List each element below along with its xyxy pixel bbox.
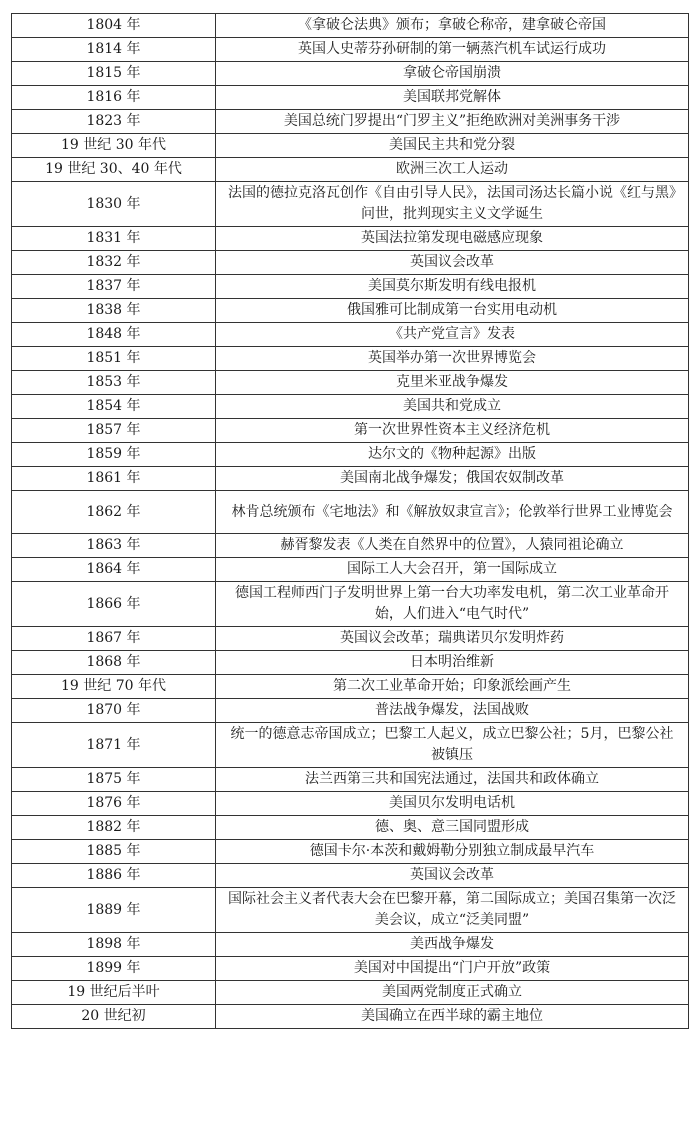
year-cell: 1861 年 xyxy=(12,467,216,491)
year-cell: 1886 年 xyxy=(12,864,216,888)
table-row xyxy=(12,534,689,558)
table-row xyxy=(12,888,689,933)
event-cell: 美国莫尔斯发明有线电报机 xyxy=(216,275,689,299)
year-cell: 19 世纪 70 年代 xyxy=(12,675,216,699)
table-row xyxy=(12,933,689,957)
year-cell: 1871 年 xyxy=(12,723,216,768)
table-row xyxy=(12,816,689,840)
event-cell: 克里米亚战争爆发 xyxy=(216,371,689,395)
year-cell: 1882 年 xyxy=(12,816,216,840)
table-row xyxy=(12,134,689,158)
table-row xyxy=(12,651,689,675)
event-cell: 英国议会改革 xyxy=(216,864,689,888)
table-row xyxy=(12,371,689,395)
table-row xyxy=(12,323,689,347)
event-cell: 英国法拉第发现电磁感应现象 xyxy=(216,227,689,251)
year-cell: 1875 年 xyxy=(12,768,216,792)
event-cell: 美国南北战争爆发；俄国农奴制改革 xyxy=(216,467,689,491)
table-row xyxy=(12,864,689,888)
event-cell: 日本明治维新 xyxy=(216,651,689,675)
event-cell: 美国总统门罗提出“门罗主义”拒绝欧洲对美洲事务干涉 xyxy=(216,110,689,134)
event-cell: 国际工人大会召开，第一国际成立 xyxy=(216,558,689,582)
year-cell: 1868 年 xyxy=(12,651,216,675)
table-row xyxy=(12,723,689,768)
year-cell: 1831 年 xyxy=(12,227,216,251)
table-row xyxy=(12,14,689,38)
year-cell: 19 世纪 30、40 年代 xyxy=(12,158,216,182)
table-row xyxy=(12,227,689,251)
timeline-table xyxy=(11,13,689,1029)
year-cell: 1830 年 xyxy=(12,182,216,227)
table-row xyxy=(12,957,689,981)
event-cell: 美国两党制度正式确立 xyxy=(216,981,689,1005)
year-cell: 1863 年 xyxy=(12,534,216,558)
year-cell: 1804 年 xyxy=(12,14,216,38)
table-row xyxy=(12,299,689,323)
year-cell: 1889 年 xyxy=(12,888,216,933)
table-row xyxy=(12,38,689,62)
year-cell: 1814 年 xyxy=(12,38,216,62)
year-cell: 1864 年 xyxy=(12,558,216,582)
table-row xyxy=(12,62,689,86)
table-row xyxy=(12,158,689,182)
year-cell: 1867 年 xyxy=(12,627,216,651)
year-cell: 1876 年 xyxy=(12,792,216,816)
year-cell: 1870 年 xyxy=(12,699,216,723)
event-cell: 美国确立在西半球的霸主地位 xyxy=(216,1005,689,1029)
event-cell: 统一的德意志帝国成立；巴黎工人起义，成立巴黎公社；5月，巴黎公社被镇压 xyxy=(216,723,689,768)
table-row xyxy=(12,1005,689,1029)
event-cell: 国际社会主义者代表大会在巴黎开幕，第二国际成立；美国召集第一次泛美会议，成立“泛美同盟” xyxy=(216,888,689,933)
year-cell: 19 世纪后半叶 xyxy=(12,981,216,1005)
event-cell: 美西战争爆发 xyxy=(216,933,689,957)
year-cell: 1862 年 xyxy=(12,491,216,534)
table-row xyxy=(12,347,689,371)
table-row xyxy=(12,86,689,110)
event-cell: 英国人史蒂芬孙研制的第一辆蒸汽机车试运行成功 xyxy=(216,38,689,62)
table-row xyxy=(12,491,689,534)
year-cell: 1899 年 xyxy=(12,957,216,981)
event-cell: 普法战争爆发，法国战败 xyxy=(216,699,689,723)
year-cell: 20 世纪初 xyxy=(12,1005,216,1029)
year-cell: 1848 年 xyxy=(12,323,216,347)
timeline-body xyxy=(12,14,689,1029)
event-cell: 达尔文的《物种起源》出版 xyxy=(216,443,689,467)
event-cell: 德、奥、意三国同盟形成 xyxy=(216,816,689,840)
table-row xyxy=(12,981,689,1005)
event-cell: 英国议会改革 xyxy=(216,251,689,275)
event-cell: 俄国雅可比制成第一台实用电动机 xyxy=(216,299,689,323)
event-cell: 拿破仑帝国崩溃 xyxy=(216,62,689,86)
year-cell: 1885 年 xyxy=(12,840,216,864)
year-cell: 1815 年 xyxy=(12,62,216,86)
event-cell: 美国共和党成立 xyxy=(216,395,689,419)
year-cell: 1823 年 xyxy=(12,110,216,134)
event-cell: 美国对中国提出“门户开放”政策 xyxy=(216,957,689,981)
year-cell: 1816 年 xyxy=(12,86,216,110)
table-row xyxy=(12,675,689,699)
year-cell: 1854 年 xyxy=(12,395,216,419)
table-row xyxy=(12,582,689,627)
year-cell: 1898 年 xyxy=(12,933,216,957)
table-row xyxy=(12,792,689,816)
year-cell: 1857 年 xyxy=(12,419,216,443)
year-cell: 1837 年 xyxy=(12,275,216,299)
event-cell: 第二次工业革命开始；印象派绘画产生 xyxy=(216,675,689,699)
event-cell: 林肯总统颁布《宅地法》和《解放奴隶宣言》；伦敦举行世界工业博览会 xyxy=(216,491,689,534)
table-row xyxy=(12,251,689,275)
event-cell: 德国卡尔·本茨和戴姆勒分别独立制成最早汽车 xyxy=(216,840,689,864)
event-cell: 第一次世界性资本主义经济危机 xyxy=(216,419,689,443)
event-cell: 美国联邦党解体 xyxy=(216,86,689,110)
event-cell: 英国举办第一次世界博览会 xyxy=(216,347,689,371)
table-row xyxy=(12,627,689,651)
table-row xyxy=(12,182,689,227)
table-row xyxy=(12,275,689,299)
event-cell: 法兰西第三共和国宪法通过，法国共和政体确立 xyxy=(216,768,689,792)
table-row xyxy=(12,840,689,864)
year-cell: 1832 年 xyxy=(12,251,216,275)
event-cell: 英国议会改革；瑞典诺贝尔发明炸药 xyxy=(216,627,689,651)
table-row xyxy=(12,467,689,491)
event-cell: 美国民主共和党分裂 xyxy=(216,134,689,158)
event-cell: 《拿破仑法典》颁布；拿破仑称帝，建拿破仑帝国 xyxy=(216,14,689,38)
event-cell: 赫胥黎发表《人类在自然界中的位置》，人猿同祖论确立 xyxy=(216,534,689,558)
year-cell: 19 世纪 30 年代 xyxy=(12,134,216,158)
table-row xyxy=(12,419,689,443)
table-row xyxy=(12,699,689,723)
year-cell: 1853 年 xyxy=(12,371,216,395)
year-cell: 1866 年 xyxy=(12,582,216,627)
event-cell: 德国工程师西门子发明世界上第一台大功率发电机，第二次工业革命开始，人们进入“电气时代” xyxy=(216,582,689,627)
table-row xyxy=(12,768,689,792)
year-cell: 1838 年 xyxy=(12,299,216,323)
event-cell: 《共产党宣言》发表 xyxy=(216,323,689,347)
event-cell: 法国的德拉克洛瓦创作《自由引导人民》，法国司汤达长篇小说《红与黑》问世，批判现实主义文学诞生 xyxy=(216,182,689,227)
event-cell: 欧洲三次工人运动 xyxy=(216,158,689,182)
year-cell: 1859 年 xyxy=(12,443,216,467)
year-cell: 1851 年 xyxy=(12,347,216,371)
table-row xyxy=(12,110,689,134)
table-row xyxy=(12,558,689,582)
table-row xyxy=(12,443,689,467)
event-cell: 美国贝尔发明电话机 xyxy=(216,792,689,816)
table-row xyxy=(12,395,689,419)
